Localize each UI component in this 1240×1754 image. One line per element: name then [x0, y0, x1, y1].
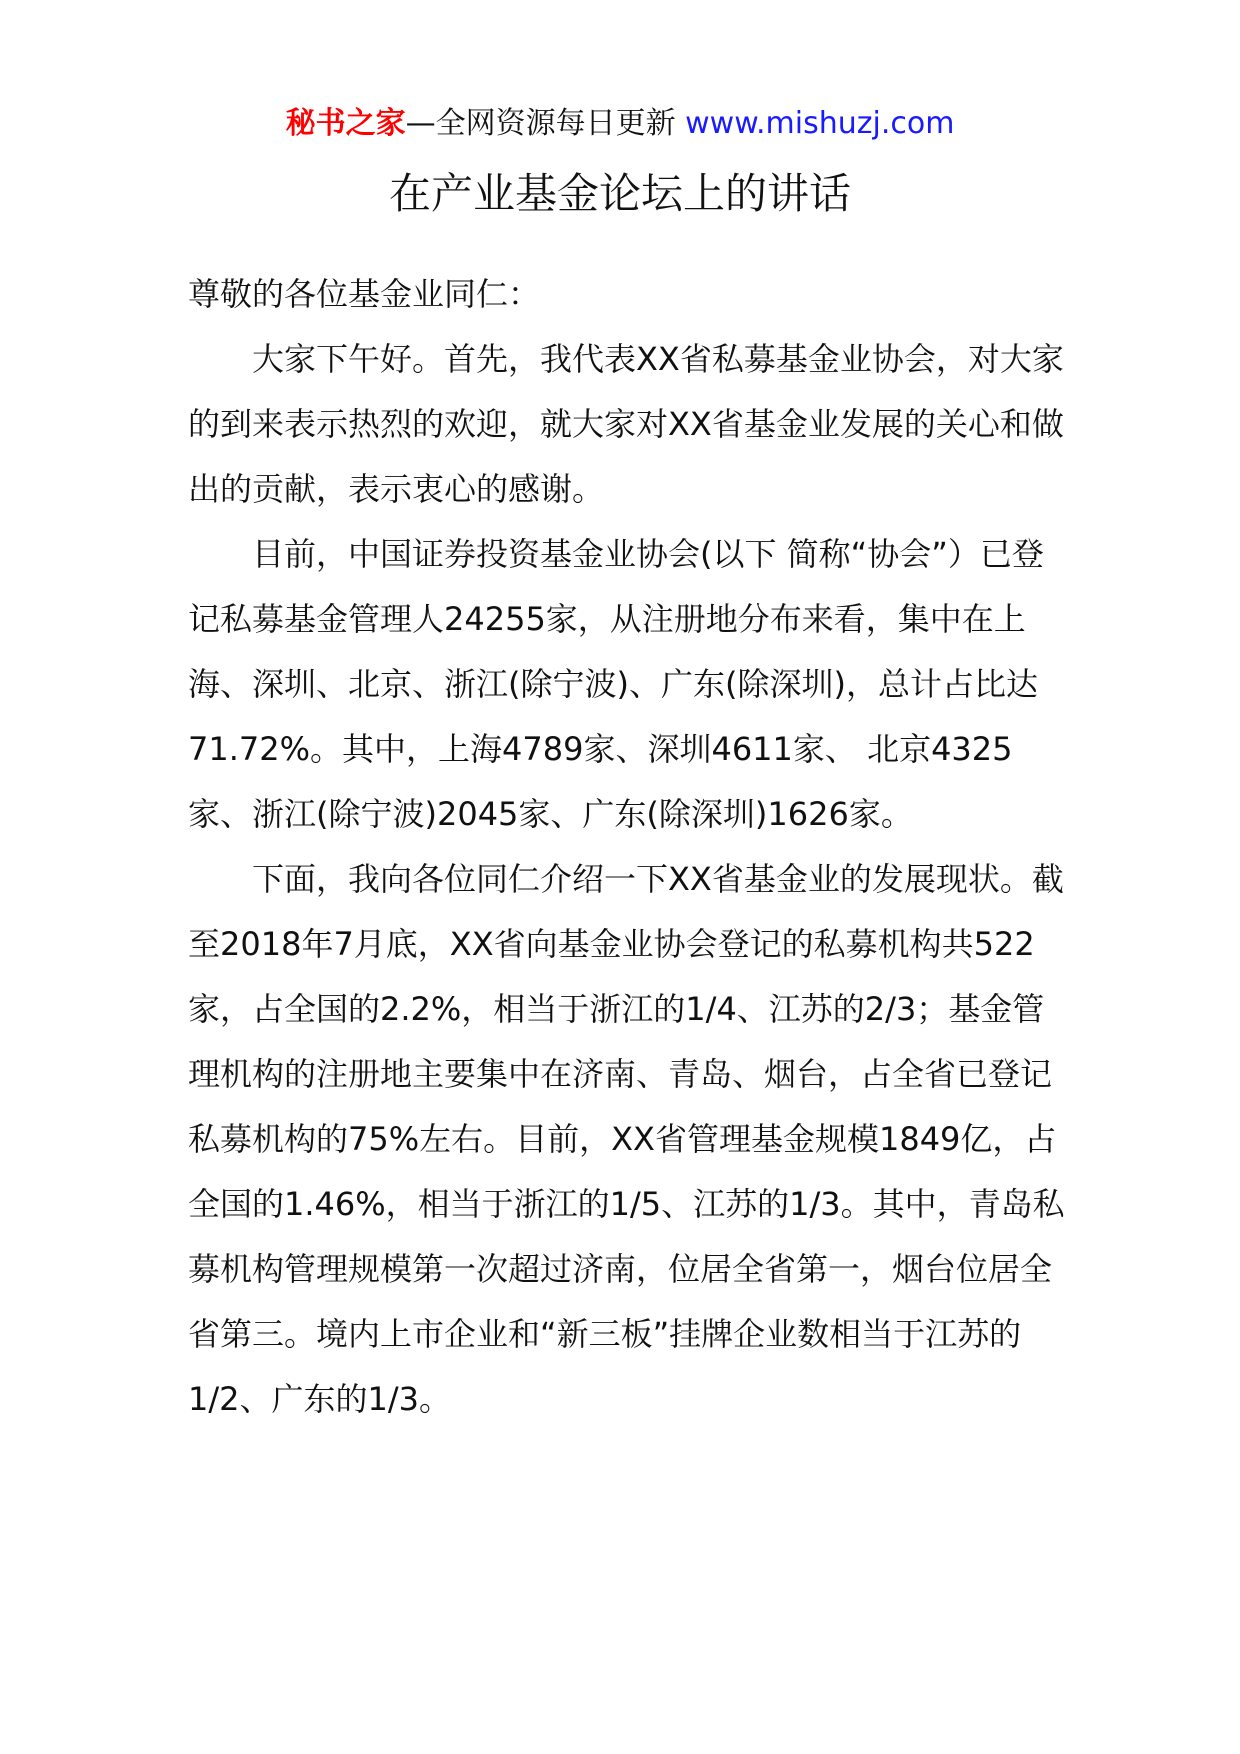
document-body	[188, 262, 1068, 1432]
header-tagline: —全网资源每日更新	[405, 106, 686, 141]
paragraph-welcome: 大家下午好。首先，我代表XX省私募基金业协会，对大家的到来表示热烈的欢迎，就大家对XX省基金业发展的关心和做出的贡献，表示衷心的感谢。	[188, 340, 1064, 508]
paragraph-province-status: 下面，我向各位同仁介绍一下XX省基金业的发展现状。截至2018年7月底，XX省向基金业协会登记的私募机构共522家，占全国的2.2%，相当于浙江的1/4、江苏的2/3；基金管理机构的注册地主要集中在济南、青岛、烟台，占全省已登记私募机构的75%左右。目前，XX省管理基金规模1849亿，占全国的1.46%，相当于浙江的1/5、江苏的1/3。其中，青岛私募机构管理规模第一次超过济南，位居全省第一，烟台位居全省第三。境内上市企业和“新三板”挂牌企业数相当于江苏的1/2、广东的1/3。	[188, 860, 1065, 1418]
site-url-link[interactable]: www.mishuzj.com	[685, 106, 955, 141]
document-title: 在产业基金论坛上的讲话	[388, 169, 851, 218]
paragraph-national-status: 目前，中国证券投资基金业协会(以下 简称“协会”）已登记私募基金管理人24255家，从注册地分布来看，集中在上海、深圳、北京、浙江(除宁波)、广东(除深圳)，总计占比达71.72%。其中，上海4789家、深圳4611家、 北京4325家、浙江(除宁波)2045家、广东(除深圳)1626家。	[188, 535, 1044, 833]
brand-name: 秘书之家	[285, 106, 406, 141]
page-header	[0, 104, 1240, 144]
salutation: 尊敬的各位基金业同仁：	[188, 275, 541, 313]
